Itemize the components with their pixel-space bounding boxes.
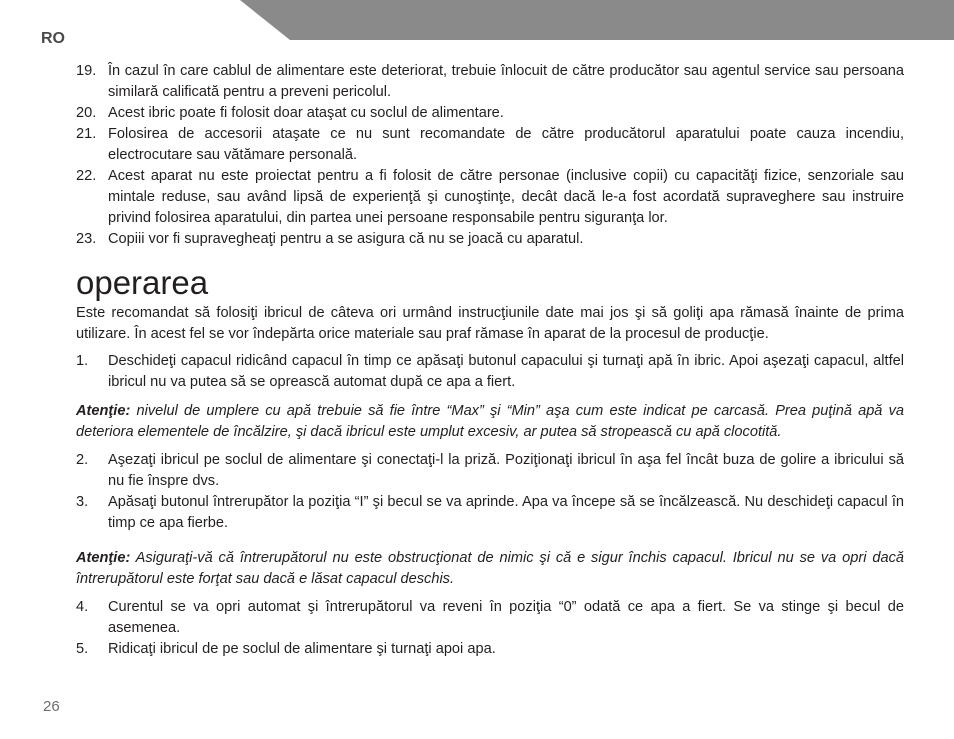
step-number: 5. [76,641,89,657]
list-item [76,351,904,393]
steps-list [76,450,904,534]
item-number: 20. [76,105,97,121]
step-number: 3. [76,494,89,510]
item-text: Acest aparat nu este proiectat pentru a fi folosit de către personae (inclusive copii) cu capacităţi fizice, senzoriale sau mintale reduse, sau având lipsă de experienţă şi cunoştinţe, decât dacă le-a fost acordată supraveghere sau instruire privind folosirea aparatului, din partea unei persoane responsabile pentru siguranţa lor. [108,168,904,226]
warning-note [76,401,904,443]
item-text: Copiii vor fi supravegheaţi pentru a se asigura că nu se joacă cu aparatul. [108,231,584,247]
item-text: Folosirea de accesorii ataşate ce nu sunt recomandate de către producătorul aparatului poate cauza incendiu, electrocutare sau vătămare personală. [108,126,904,163]
list-item [76,61,904,103]
safety-list [76,61,904,250]
step-text: Curentul se va opri automat şi întrerupătorul va reveni în poziţia “0” odată ce apa a fiert. Se va stinge şi becul de asemenea. [108,599,904,636]
note-text: nivelul de umplere cu apă trebuie să fie între “Max” şi “Min” aşa cum este indicat pe carcasă. Prea puţină apă va deteriora elementele de încălzire, şi dacă ibricul este umplut excesiv, ar putea să stropească cu apă clocotită. [76,403,904,440]
item-number: 19. [76,63,97,79]
steps-list [76,351,904,393]
item-number: 21. [76,126,97,142]
item-number: 22. [76,168,97,184]
page-content [76,61,904,660]
list-item [76,639,904,660]
list-item [76,103,904,124]
item-number: 23. [76,231,97,247]
note-label: Atenţie: [76,403,131,419]
step-number: 1. [76,353,89,369]
steps-list [76,597,904,660]
item-text: În cazul în care cablul de alimentare este deteriorat, trebuie înlocuit de către producător sau agentul service sau persoana similară calificată pentru a preveni pericolul. [108,63,904,100]
list-item [76,492,904,534]
spacer [76,534,904,540]
header-band [240,0,954,40]
step-text: Aşezaţi ibricul pe soclul de alimentare şi conectaţi-l la priză. Poziţionaţi ibricul în aşa fel încât buza de golire a ibricului să nu fie înspre dvs. [108,452,904,489]
list-item [76,597,904,639]
note-text: Asiguraţi-vă că întrerupătorul nu este obstrucţionat de nimic şi că e sigur închis capacul. Ibricul nu se va opri dacă întrerupătorul este forţat sau dacă e lăsat capacul deschis. [76,550,904,587]
step-number: 4. [76,599,89,615]
note-label: Atenţie: [76,550,131,566]
step-text: Ridicaţi ibricul de pe soclul de alimentare şi turnaţi apoi apa. [108,641,496,657]
warning-note [76,548,904,590]
step-text: Apăsaţi butonul întrerupător la poziţia “I” şi becul se va aprinde. Apa va începe să se încălzească. Nu deschideţi capacul în timp ce apa fierbe. [108,494,904,531]
list-item [76,166,904,229]
list-item [76,124,904,166]
step-number: 2. [76,452,89,468]
section-title: operarea [76,264,209,301]
page-number: 26 [43,698,60,715]
list-item [76,450,904,492]
language-label: RO [41,30,65,47]
item-text: Acest ibric poate fi folosit doar ataşat cu soclul de alimentare. [108,105,504,121]
step-text: Deschideţi capacul ridicând capacul în timp ce apăsaţi butonul capacului şi turnaţi apă în ibric. Apoi aşezaţi capacul, altfel ibricul nu va putea să se oprească automat după ce apa a fiert. [108,353,904,390]
list-item [76,229,904,250]
section-intro: Este recomandat să folosiţi ibricul de câteva ori urmând instrucţiunile date mai jos şi să goliţi apa rămasă înainte de prima utilizare. În acest fel se vor îndepărta orice materiale sau praf rămase în aparat de la procesul de producţie. [76,305,904,342]
